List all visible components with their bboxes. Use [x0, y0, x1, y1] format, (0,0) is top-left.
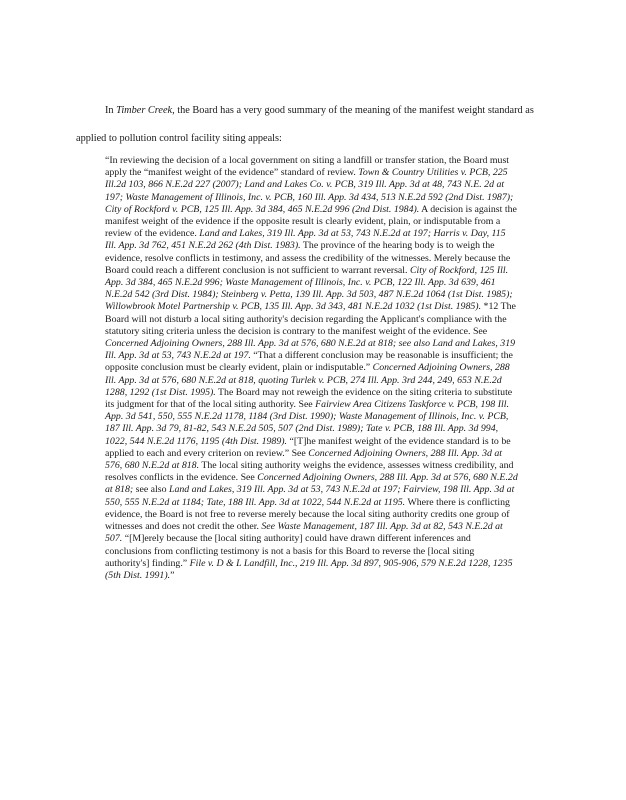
- quote-text: “[M]erely because the [local siting authority] could have drawn different inferences and conclusions from conflicting testimony is not a basis for this Board to reverse the [local siting authority's] finding.”: [105, 533, 475, 569]
- quote-text: A decision is against the manifest weight of the evidence if the opposite result is clearly evident, plain, or indisputable from a review of the evidence.: [105, 203, 517, 240]
- quote-text: *12 The Board will not disturb a local siting authority's decision regarding the Applicant's compliance with the statutory siting criteria unless the decision is contrary to the manifest weight of the evidence. See: [105, 301, 516, 337]
- quote-text: The province of the hearing body is to weigh the evidence, resolve conflicts in testimony, and assess the credibility of the witnesses. Merely because the Board could reach a different conclusion is not sufficient to warrant reversal.: [105, 240, 511, 276]
- block-quote: [105, 155, 519, 582]
- quote-text: “In reviewing the decision of a local government on siting a landfill or transfer station, the Board must apply the “manifest weight of the evidence” standard of review.: [105, 155, 510, 179]
- quote-citation: Land and Lakes, 319 Ill. App. 3d at 53, 743 N.E.2d at 197; Harris v. Day, 115 Ill. App. 3d 762, 451 N.E.2d 262 (4th Dist. 1983).: [105, 228, 506, 252]
- intro-text-before: In: [105, 105, 117, 116]
- quote-text: “[T]he manifest weight of the evidence standard is to be applied to each and every criterion on review.” See: [105, 435, 511, 459]
- quote-citation: City of Rockford, 125 Ill. App. 3d 384, 465 N.E.2d 996; Waste Management of Illinois, Inc. v. PCB, 122 Ill. App. 3d 639, 461 N.E.2d 542 (3rd Dist. 1984); Steinberg v. Petta, 139 Ill. App. 3d 503, 487 N.E.2d 1064 (1st Dist. 1985); Willowbrook Motel Partnership v. PCB, 135 Ill. App. 3d 343, 481 N.E.2d 1032 (1st Dist. 1985).: [105, 264, 513, 313]
- quote-text: Where there is conflicting evidence, the Board is not free to reverse merely because the local siting authority credits one group of witnesses and does not credit the other.: [105, 496, 510, 533]
- intro-paragraph: [76, 97, 546, 153]
- quote-text: The Board may not reweigh the evidence on the siting criteria to substitute its judgment for that of the local siting authority. See: [105, 386, 513, 411]
- quote-citation: See Waste Management, 187 Ill. App. 3d at 82, 543 N.E.2d at 507.: [105, 521, 503, 545]
- quote-text: ”: [170, 569, 175, 581]
- quote-citation: Fairview Area Citizens Taskforce v. PCB, 198 Ill. App. 3d 541, 550, 555 N.E.2d 1178, 1184 (3rd Dist. 1990); Waste Management of Illinois, Inc. v. PCB, 187 Ill. App. 3d 79, 81-82, 543 N.E.2d 505, 507 (2nd Dist. 1989); Tate v. PCB, 188 Ill. App. 3d 994, 1022, 544 N.E.2d 1176, 1195 (4th Dist. 1989).: [105, 399, 509, 447]
- case-name-timber-creek: Timber Creek: [116, 105, 173, 116]
- quote-text: see also: [133, 484, 169, 496]
- quote-citation: Land and Lakes, 319 Ill. App. 3d at 53, 743 N.E.2d at 197; Fairview, 198 Ill. App. 3d at 550, 555 N.E.2d at 1184; Tate, 188 Ill. App. 3d at 1022, 544 N.E.2d at 1195.: [105, 484, 515, 508]
- intro-text-after: , the Board has a very good summary of the meaning of the manifest weight standard as applied to pollution control facility siting appeals:: [76, 105, 534, 144]
- quote-text: “That a different conclusion may be reasonable is insufficient; the opposite conclusion must be clearly evident, plain or indisputable.”: [105, 350, 513, 374]
- quote-citation: Concerned Adjoining Owners, 288 Ill. App. 3d at 576, 680 N.E.2d at 818; see also Land and Lakes, 319 Ill. App. 3d at 53, 743 N.E.2d at 197.: [105, 338, 516, 362]
- quote-citation: Concerned Adjoining Owners, 288 Ill. App. 3d at 576, 680 N.E.2d at 818;: [105, 472, 518, 496]
- quote-text: The local siting authority weighs the evidence, assesses witness credibility, and resolves conflicts in the evidence. See: [105, 460, 514, 484]
- quote-citation: Town & Country Utilities v. PCB, 225 Ill.2d 103, 866 N.E.2d 227 (2007); Land and Lakes Co. v. PCB, 319 Ill. App. 3d at 48, 743 N.E. 2d at 197; Waste Management of Illinois, Inc. v. PCB, 160 Ill. App. 3d 434, 513 N.E.2d 592 (2nd Dist. 1987); City of Rockford v. PCB, 125 Ill. App. 3d 384, 465 N.E.2d 996 (2nd Dist. 1984).: [105, 167, 514, 215]
- quote-citation: Concerned Adjoining Owners, 288 Ill. App. 3d at 576, 680 N.E.2d at 818, quoting Turlek v. PCB, 274 Ill. App. 3rd 244, 249, 653 N.E.2d 1288, 1292 (1st Dist. 1995).: [105, 362, 510, 398]
- quote-citation: File v. D & L Landfill, Inc., 219 Ill. App. 3d 897, 905-906, 579 N.E.2d 1228, 1235 (5th Dist. 1991).: [105, 557, 513, 581]
- quote-citation: Concerned Adjoining Owners, 288 Ill. App. 3d at 576, 680 N.E.2d at 818.: [105, 447, 503, 472]
